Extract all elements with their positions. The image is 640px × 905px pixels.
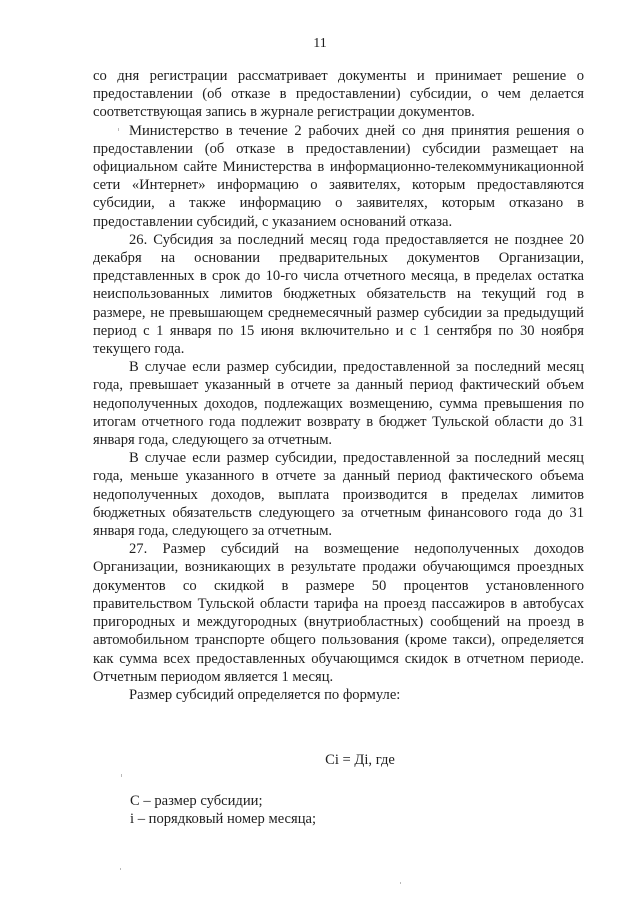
paragraph-shortfall-payment: В случае если размер субсидии, предоставленной за последний месяц года, меньше указанного в отчете за данный период фактического объема недополученных доходов, выплата производится в пределах лимитов бюджетных обязательств следующего за отчетным финансового года до 31 января года, следующего за отчетным. <box>93 450 584 540</box>
paragraph-excess-return: В случае если размер субсидии, предоставленной за последний месяц года, превышает указанный в отчете за данный период фактический объем недополученных доходов, подлежащих возмещению, сумма превышения по итогам отчетного года подлежит возврату в бюджет Тульской области до 31 января года, следующего за отчетным. <box>93 359 584 449</box>
scan-speck <box>120 868 121 870</box>
paragraph-clause-27: 27. Размер субсидий на возмещение недополученных доходов Организации, возникающих в результате продажи обучающимся проездных документов со скидкой в размере 50 процентов установленного правительством Тульской области тарифа на проезд пассажиров в автобусах пригородных и междугородных (внутриобластных) сообщений на проезд в автомобильном транспорте общего пользования (кроме такси), определяется как сумма всех предоставленных обучающимся скидок в отчетном периоде. Отчетным периодом является 1 месяц. <box>93 541 584 685</box>
scan-speck <box>118 128 119 131</box>
definition-month-index: i – порядковый номер месяца; <box>130 811 317 827</box>
paragraph-clause-26: 26. Субсидия за последний месяц года предоставляется не позднее 20 декабря на основании предварительных документов Организации, представленных в срок до 10-го числа отчетного месяца, в пределах остатка неиспользованных лимитов бюджетных обязательств на текущий год в размере, не превышающем среднемесячный размер субсидии за предыдущий период с 1 января по 15 июня включительно и с 1 сентября по 30 ноября текущего года. <box>93 231 584 358</box>
paragraph-publication: Министерство в течение 2 рабочих дней со дня принятия решения о предоставлении (об отказе в предоставлении) субсидии размещает на официальном сайте Министерства в информационно-телекоммуникационной сети «Интернет» информацию о заявителях, которым предоставляются субсидии, а также информацию о заявителях, которым отказано в предоставлении субсидий, с указанием оснований отказа. <box>93 122 584 230</box>
subsidy-formula: Ci = Дi, где <box>325 752 395 768</box>
paragraph-formula-intro: Размер субсидий определяется по формуле: <box>129 686 401 703</box>
document-body <box>93 67 584 704</box>
page-number: 11 <box>313 36 327 51</box>
scan-speck <box>400 882 401 884</box>
definition-subsidy: С – размер субсидии; <box>130 793 263 809</box>
paragraph-continuation: со дня регистрации рассматривает документы и принимает решение о предоставлении (об отказе в предоставлении) субсидии, о чем делается соответствующая запись в журнале регистрации документов. <box>93 68 584 121</box>
scan-speck <box>121 774 122 777</box>
